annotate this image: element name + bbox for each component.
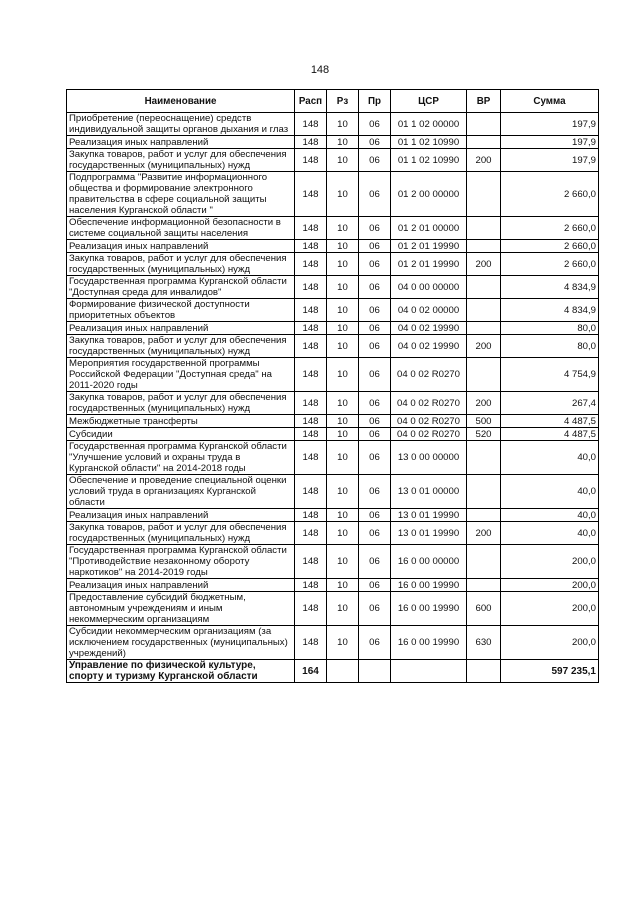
cell-rasp: 148 bbox=[295, 149, 327, 172]
cell-sum: 2 660,0 bbox=[501, 172, 599, 217]
cell-vr bbox=[467, 545, 501, 579]
cell-vr: 520 bbox=[467, 428, 501, 441]
cell-rz: 10 bbox=[327, 392, 359, 415]
cell-rz: 10 bbox=[327, 428, 359, 441]
cell-vr bbox=[467, 172, 501, 217]
table-header-row bbox=[67, 90, 599, 113]
cell-csr: 01 1 02 10990 bbox=[391, 136, 467, 149]
cell-pr: 06 bbox=[359, 299, 391, 322]
cell-vr bbox=[467, 579, 501, 592]
cell-vr: 200 bbox=[467, 253, 501, 276]
cell-sum: 4 487,5 bbox=[501, 428, 599, 441]
cell-csr: 04 0 02 R0270 bbox=[391, 428, 467, 441]
table-total-row bbox=[67, 660, 599, 683]
table-row bbox=[67, 626, 599, 660]
cell-sum: 4 834,9 bbox=[501, 276, 599, 299]
cell-csr: 01 1 02 00000 bbox=[391, 113, 467, 136]
cell-rz: 10 bbox=[327, 522, 359, 545]
cell-pr bbox=[359, 660, 391, 683]
header-sum: Сумма bbox=[501, 90, 599, 113]
cell-csr: 04 0 02 R0270 bbox=[391, 358, 467, 392]
table-row bbox=[67, 172, 599, 217]
cell-sum: 597 235,1 bbox=[501, 660, 599, 683]
cell-name: Закупка товаров, работ и услуг для обеспечения государственных (муниципальных) нужд bbox=[67, 522, 295, 545]
cell-rasp: 148 bbox=[295, 172, 327, 217]
cell-rasp: 148 bbox=[295, 335, 327, 358]
cell-rz: 10 bbox=[327, 626, 359, 660]
cell-sum: 267,4 bbox=[501, 392, 599, 415]
cell-pr: 06 bbox=[359, 358, 391, 392]
cell-name: Приобретение (переоснащение) средств индивидуальной защиты органов дыхания и глаз bbox=[67, 113, 295, 136]
cell-rasp: 148 bbox=[295, 253, 327, 276]
cell-rz: 10 bbox=[327, 509, 359, 522]
cell-rz: 10 bbox=[327, 358, 359, 392]
cell-rasp: 148 bbox=[295, 475, 327, 509]
table-row bbox=[67, 358, 599, 392]
cell-vr bbox=[467, 441, 501, 475]
cell-sum: 40,0 bbox=[501, 509, 599, 522]
table-row bbox=[67, 113, 599, 136]
cell-csr: 01 2 01 19990 bbox=[391, 240, 467, 253]
cell-sum: 2 660,0 bbox=[501, 240, 599, 253]
cell-name: Реализация иных направлений bbox=[67, 579, 295, 592]
cell-vr bbox=[467, 276, 501, 299]
table-row bbox=[67, 475, 599, 509]
cell-pr: 06 bbox=[359, 475, 391, 509]
cell-csr: 01 2 00 00000 bbox=[391, 172, 467, 217]
cell-pr: 06 bbox=[359, 335, 391, 358]
table-row bbox=[67, 522, 599, 545]
cell-csr: 13 0 01 19990 bbox=[391, 509, 467, 522]
cell-name: Реализация иных направлений bbox=[67, 322, 295, 335]
table-row bbox=[67, 253, 599, 276]
cell-name: Закупка товаров, работ и услуг для обеспечения государственных (муниципальных) нужд bbox=[67, 392, 295, 415]
cell-rz: 10 bbox=[327, 592, 359, 626]
cell-vr bbox=[467, 113, 501, 136]
cell-name: Мероприятия государственной программы Российской Федерации "Доступная среда" на 2011-2020 годы bbox=[67, 358, 295, 392]
cell-sum: 40,0 bbox=[501, 522, 599, 545]
cell-pr: 06 bbox=[359, 136, 391, 149]
table-row bbox=[67, 392, 599, 415]
table-row bbox=[67, 276, 599, 299]
cell-vr bbox=[467, 136, 501, 149]
cell-vr: 200 bbox=[467, 335, 501, 358]
cell-sum: 2 660,0 bbox=[501, 253, 599, 276]
cell-pr: 06 bbox=[359, 253, 391, 276]
header-pr: Пр bbox=[359, 90, 391, 113]
cell-rz: 10 bbox=[327, 441, 359, 475]
cell-rz: 10 bbox=[327, 475, 359, 509]
cell-rasp: 148 bbox=[295, 322, 327, 335]
cell-vr bbox=[467, 240, 501, 253]
cell-name: Формирование физической доступности приоритетных объектов bbox=[67, 299, 295, 322]
cell-vr: 600 bbox=[467, 592, 501, 626]
cell-vr bbox=[467, 299, 501, 322]
table-row bbox=[67, 240, 599, 253]
table-row bbox=[67, 136, 599, 149]
cell-pr: 06 bbox=[359, 217, 391, 240]
table-row bbox=[67, 299, 599, 322]
header-rz: Рз bbox=[327, 90, 359, 113]
cell-rz: 10 bbox=[327, 253, 359, 276]
cell-rasp: 164 bbox=[295, 660, 327, 683]
table-row bbox=[67, 217, 599, 240]
cell-rasp: 148 bbox=[295, 415, 327, 428]
cell-rz bbox=[327, 660, 359, 683]
cell-rz: 10 bbox=[327, 335, 359, 358]
cell-rasp: 148 bbox=[295, 579, 327, 592]
cell-rasp: 148 bbox=[295, 240, 327, 253]
cell-name: Управление по физической культуре, спорту и туризму Курганской области bbox=[67, 660, 295, 683]
cell-rz: 10 bbox=[327, 113, 359, 136]
cell-csr: 04 0 02 R0270 bbox=[391, 415, 467, 428]
cell-rz: 10 bbox=[327, 299, 359, 322]
cell-name: Межбюджетные трансферты bbox=[67, 415, 295, 428]
cell-csr: 04 0 02 19990 bbox=[391, 335, 467, 358]
cell-rasp: 148 bbox=[295, 299, 327, 322]
cell-sum: 4 754,9 bbox=[501, 358, 599, 392]
cell-sum: 4 487,5 bbox=[501, 415, 599, 428]
cell-vr bbox=[467, 322, 501, 335]
cell-pr: 06 bbox=[359, 172, 391, 217]
cell-csr: 01 2 01 00000 bbox=[391, 217, 467, 240]
cell-pr: 06 bbox=[359, 322, 391, 335]
cell-csr: 16 0 00 00000 bbox=[391, 545, 467, 579]
cell-sum: 197,9 bbox=[501, 149, 599, 172]
cell-sum: 200,0 bbox=[501, 626, 599, 660]
cell-pr: 06 bbox=[359, 509, 391, 522]
cell-pr: 06 bbox=[359, 392, 391, 415]
table-row bbox=[67, 592, 599, 626]
cell-pr: 06 bbox=[359, 276, 391, 299]
cell-vr: 630 bbox=[467, 626, 501, 660]
cell-sum: 197,9 bbox=[501, 136, 599, 149]
cell-pr: 06 bbox=[359, 428, 391, 441]
cell-csr bbox=[391, 660, 467, 683]
cell-sum: 4 834,9 bbox=[501, 299, 599, 322]
cell-name: Реализация иных направлений bbox=[67, 136, 295, 149]
cell-rasp: 148 bbox=[295, 428, 327, 441]
table-body bbox=[67, 113, 599, 683]
cell-rasp: 148 bbox=[295, 392, 327, 415]
cell-rasp: 148 bbox=[295, 276, 327, 299]
cell-name: Субсидии bbox=[67, 428, 295, 441]
cell-name: Закупка товаров, работ и услуг для обеспечения государственных (муниципальных) нужд bbox=[67, 253, 295, 276]
header-rasp: Расп bbox=[295, 90, 327, 113]
cell-name: Государственная программа Курганской области "Улучшение условий и охраны труда в Курганской области" на 2014-2018 годы bbox=[67, 441, 295, 475]
cell-csr: 16 0 00 19990 bbox=[391, 579, 467, 592]
cell-sum: 200,0 bbox=[501, 579, 599, 592]
cell-name: Закупка товаров, работ и услуг для обеспечения государственных (муниципальных) нужд bbox=[67, 335, 295, 358]
table-row bbox=[67, 545, 599, 579]
cell-pr: 06 bbox=[359, 415, 391, 428]
header-csr: ЦСР bbox=[391, 90, 467, 113]
cell-rz: 10 bbox=[327, 136, 359, 149]
cell-csr: 13 0 01 00000 bbox=[391, 475, 467, 509]
cell-vr bbox=[467, 660, 501, 683]
cell-sum: 80,0 bbox=[501, 322, 599, 335]
cell-csr: 01 2 01 19990 bbox=[391, 253, 467, 276]
cell-rz: 10 bbox=[327, 217, 359, 240]
cell-csr: 16 0 00 19990 bbox=[391, 592, 467, 626]
cell-rz: 10 bbox=[327, 276, 359, 299]
cell-vr: 200 bbox=[467, 149, 501, 172]
cell-vr: 500 bbox=[467, 415, 501, 428]
cell-rasp: 148 bbox=[295, 509, 327, 522]
cell-pr: 06 bbox=[359, 579, 391, 592]
table-row bbox=[67, 579, 599, 592]
cell-pr: 06 bbox=[359, 545, 391, 579]
cell-sum: 40,0 bbox=[501, 475, 599, 509]
cell-rasp: 148 bbox=[295, 592, 327, 626]
cell-rasp: 148 bbox=[295, 522, 327, 545]
cell-vr bbox=[467, 509, 501, 522]
cell-csr: 13 0 00 00000 bbox=[391, 441, 467, 475]
cell-name: Обеспечение и проведение специальной оценки условий труда в организациях Курганской области bbox=[67, 475, 295, 509]
cell-vr bbox=[467, 475, 501, 509]
cell-pr: 06 bbox=[359, 626, 391, 660]
cell-rasp: 148 bbox=[295, 358, 327, 392]
cell-rasp: 148 bbox=[295, 217, 327, 240]
cell-sum: 200,0 bbox=[501, 545, 599, 579]
cell-name: Государственная программа Курганской области "Доступная среда для инвалидов" bbox=[67, 276, 295, 299]
cell-csr: 04 0 02 00000 bbox=[391, 299, 467, 322]
cell-csr: 04 0 00 00000 bbox=[391, 276, 467, 299]
cell-rz: 10 bbox=[327, 322, 359, 335]
cell-csr: 04 0 02 R0270 bbox=[391, 392, 467, 415]
cell-rasp: 148 bbox=[295, 545, 327, 579]
cell-sum: 80,0 bbox=[501, 335, 599, 358]
cell-rasp: 148 bbox=[295, 136, 327, 149]
cell-name: Обеспечение информационной безопасности в системе социальной защиты населения bbox=[67, 217, 295, 240]
table-row bbox=[67, 335, 599, 358]
cell-sum: 40,0 bbox=[501, 441, 599, 475]
cell-pr: 06 bbox=[359, 441, 391, 475]
header-name: Наименование bbox=[67, 90, 295, 113]
cell-name: Государственная программа Курганской области "Противодействие незаконному обороту наркотиков" на 2014-2019 годы bbox=[67, 545, 295, 579]
table-row bbox=[67, 428, 599, 441]
cell-pr: 06 bbox=[359, 592, 391, 626]
cell-rz: 10 bbox=[327, 149, 359, 172]
cell-rz: 10 bbox=[327, 240, 359, 253]
cell-pr: 06 bbox=[359, 149, 391, 172]
budget-table bbox=[66, 89, 599, 683]
cell-name: Предоставление субсидий бюджетным, автономным учреждениям и иным некоммерческим организациям bbox=[67, 592, 295, 626]
cell-sum: 2 660,0 bbox=[501, 217, 599, 240]
table-row bbox=[67, 441, 599, 475]
cell-pr: 06 bbox=[359, 113, 391, 136]
page-number: 148 bbox=[310, 64, 330, 76]
cell-rz: 10 bbox=[327, 415, 359, 428]
cell-csr: 16 0 00 19990 bbox=[391, 626, 467, 660]
table-row bbox=[67, 509, 599, 522]
cell-csr: 13 0 01 19990 bbox=[391, 522, 467, 545]
cell-name: Подпрограмма "Развитие информационного общества и формирование электронного правительства в сфере социальной защиты населения Курганской области " bbox=[67, 172, 295, 217]
cell-sum: 200,0 bbox=[501, 592, 599, 626]
table-row bbox=[67, 415, 599, 428]
cell-name: Субсидии некоммерческим организациям (за исключением государственных (муниципальных) учреждений) bbox=[67, 626, 295, 660]
cell-csr: 01 1 02 10990 bbox=[391, 149, 467, 172]
cell-vr bbox=[467, 358, 501, 392]
cell-pr: 06 bbox=[359, 240, 391, 253]
cell-rz: 10 bbox=[327, 545, 359, 579]
cell-name: Реализация иных направлений bbox=[67, 240, 295, 253]
cell-vr: 200 bbox=[467, 392, 501, 415]
cell-csr: 04 0 02 19990 bbox=[391, 322, 467, 335]
cell-pr: 06 bbox=[359, 522, 391, 545]
header-vr: ВР bbox=[467, 90, 501, 113]
cell-sum: 197,9 bbox=[501, 113, 599, 136]
cell-name: Закупка товаров, работ и услуг для обеспечения государственных (муниципальных) нужд bbox=[67, 149, 295, 172]
cell-rasp: 148 bbox=[295, 113, 327, 136]
cell-rasp: 148 bbox=[295, 626, 327, 660]
cell-rasp: 148 bbox=[295, 441, 327, 475]
table-row bbox=[67, 322, 599, 335]
table-row bbox=[67, 149, 599, 172]
cell-rz: 10 bbox=[327, 172, 359, 217]
cell-vr bbox=[467, 217, 501, 240]
cell-name: Реализация иных направлений bbox=[67, 509, 295, 522]
cell-rz: 10 bbox=[327, 579, 359, 592]
cell-vr: 200 bbox=[467, 522, 501, 545]
